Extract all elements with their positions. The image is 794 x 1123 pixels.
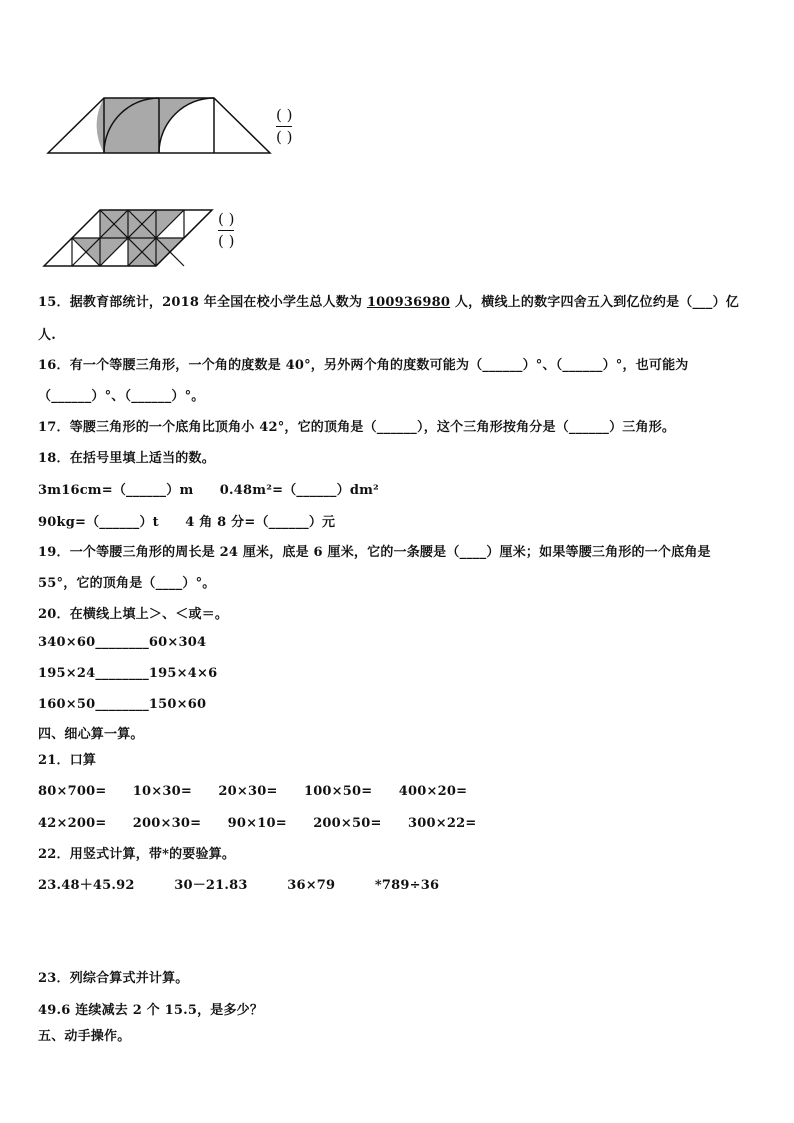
q21-title: 21．口算: [38, 753, 97, 768]
q20-row: 195×24________195×4×6: [38, 666, 218, 681]
q21-row1: 80×700= 10×30= 20×30= 100×50= 400×20=: [38, 784, 468, 799]
q18-row1: 3m16cm=（______）m 0.48m²=（______）dm²: [38, 483, 379, 498]
section5-heading: 五、动手操作。: [38, 1029, 131, 1044]
q15-prefix: 15．据教育部统计，2018 年全国在校小学生总人数为: [38, 295, 367, 310]
parallelogram-grid-figure: [42, 206, 220, 270]
fraction-blank-2[interactable]: [218, 212, 234, 249]
denominator-blank: ( ): [276, 128, 293, 146]
q17-line: 17．等腰三角形的一个底角比顶角小 42°，它的顶角是（______），这个三角形按角分是（______）三角形。: [38, 420, 676, 435]
trapezoid-arc-figure: [44, 95, 276, 159]
q18-title: 18．在括号里填上适当的数。: [38, 451, 215, 466]
q20-title: 20．在横线上填上＞、＜或＝。: [38, 607, 229, 622]
q22-title: 22．用竖式计算，带*的要验算。: [38, 847, 236, 862]
numerator-blank: ( ): [276, 106, 293, 124]
q19-line2: 55°，它的顶角是（____）°。: [38, 576, 216, 591]
q16-line2: （______）°、（______）°。: [38, 389, 205, 404]
section4-heading: 四、细心算一算。: [38, 727, 144, 742]
q20-row: 160×50________150×60: [38, 697, 207, 712]
q22-row: 23.48＋45.92 30－21.83 36×79 *789÷36: [38, 878, 440, 893]
q15-suffix: 人，横线上的数字四舍五入到亿位约是（___）亿: [450, 295, 739, 310]
q21-row2: 42×200= 200×30= 90×10= 200×50= 300×22=: [38, 816, 477, 831]
q15-line1: [38, 291, 739, 310]
q16-line1: 16．有一个等腰三角形，一个角的度数是 40°，另外两个角的度数可能为（______）°、（______）°，也可能为: [38, 358, 689, 373]
fraction-blank-1[interactable]: [276, 108, 292, 145]
q23-text: 49.6 连续减去 2 个 15.5，是多少？: [38, 1003, 264, 1018]
q23-title: 23．列综合算式并计算。: [38, 971, 189, 986]
denominator-blank: ( ): [218, 232, 235, 250]
q19-line1: 19．一个等腰三角形的周长是 24 厘米，底是 6 厘米，它的一条腰是（____）厘米；如果等腰三角形的一个底角是: [38, 545, 711, 560]
q18-row2: 90kg=（______）t 4 角 8 分=（______）元: [38, 515, 336, 530]
q15-number: 100936980: [366, 295, 451, 310]
numerator-blank: ( ): [218, 210, 235, 228]
q20-row: 340×60________60×304: [38, 635, 207, 650]
q15-line2: 人.: [38, 328, 56, 343]
